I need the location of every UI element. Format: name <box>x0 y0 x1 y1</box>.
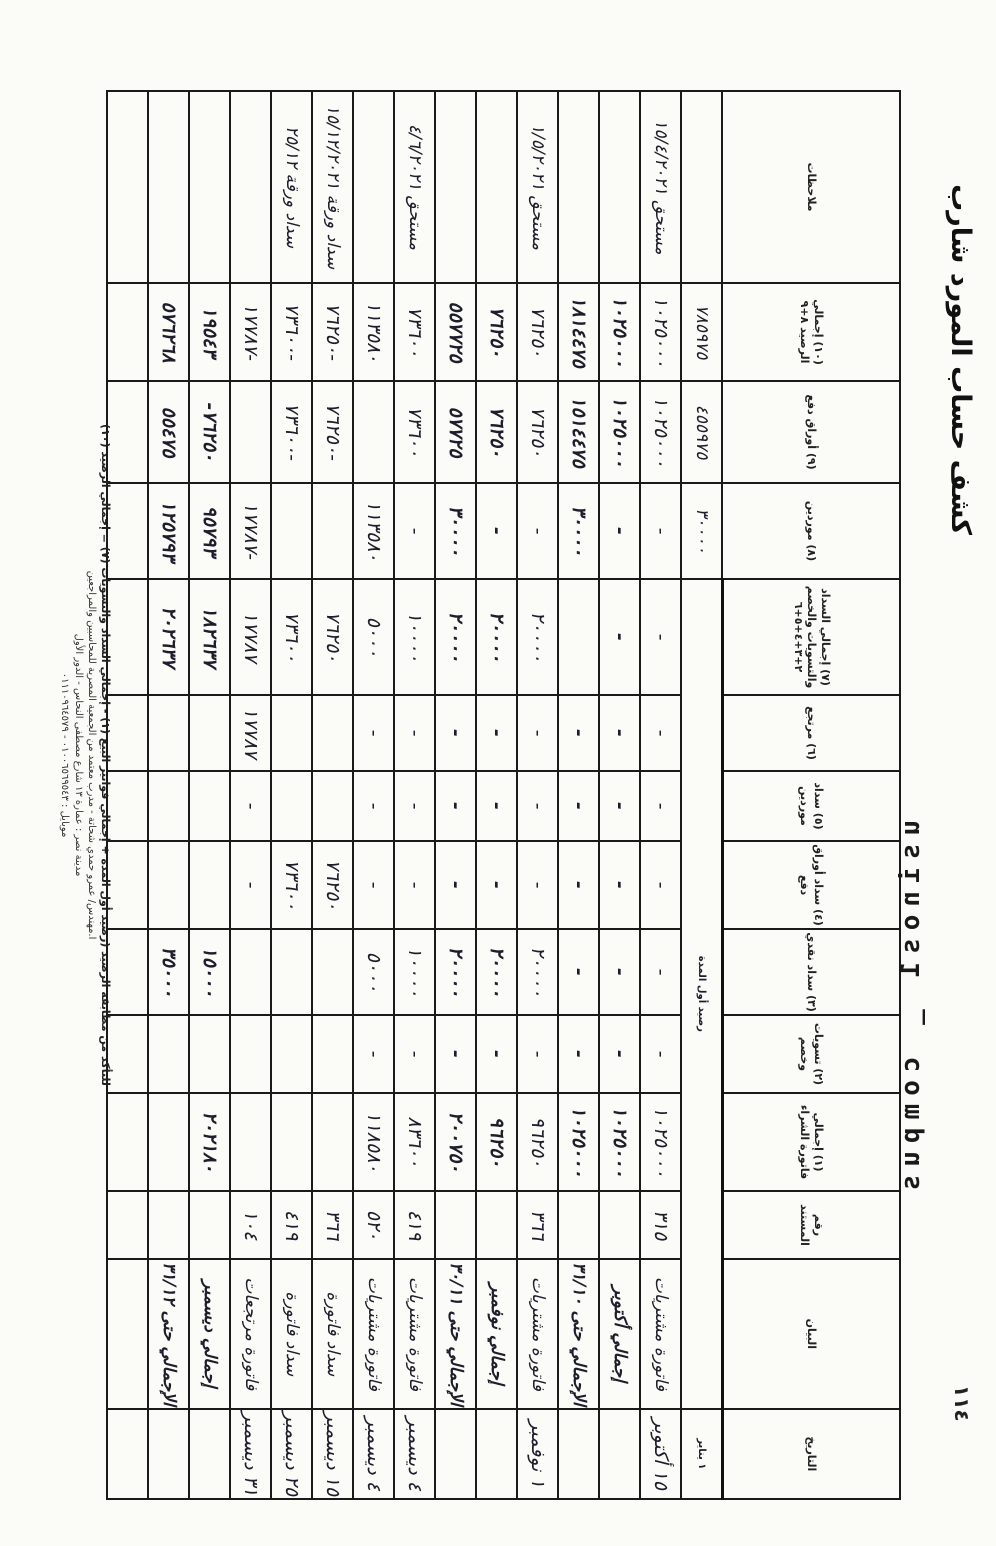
footer-address: مدينة نصر : عمارة ١٣ شارع مصطفى النحاس - الدور الأول <box>73 633 84 877</box>
adjustments-cell <box>272 1015 313 1093</box>
doc-number-cell <box>190 1191 231 1259</box>
returns-cell <box>313 695 354 771</box>
description-cell: سداد فاتورة <box>313 1259 354 1409</box>
opening-balance-row <box>682 91 723 1499</box>
returns-cell: - <box>641 695 682 771</box>
returns-cell: - <box>354 695 395 771</box>
doc-number-cell: ٤١٩ <box>395 1191 436 1259</box>
column-header: (٦) مرتجع <box>723 695 901 771</box>
empty-cell <box>108 283 149 381</box>
notes-payment-cell: - <box>231 841 272 929</box>
adjustments-cell: - <box>641 1015 682 1093</box>
notes-payment-cell <box>149 841 190 929</box>
column-header: (٨) موردين <box>723 483 901 579</box>
doc-number-cell: ٣٦٦ <box>518 1191 559 1259</box>
returns-cell: ١٧٧٨٧ <box>231 695 272 771</box>
description-cell: إجمالي نوفمبر <box>477 1259 518 1409</box>
supplier-payment-cell: - <box>436 771 477 841</box>
description-cell: فاتورة مرتجعات <box>231 1259 272 1409</box>
description-cell: الإجمالي حتى ٣١/١٢ <box>149 1259 190 1409</box>
adjustments-cell: - <box>395 1015 436 1093</box>
supplier-payment-cell <box>190 771 231 841</box>
invoice-total-cell: ٨٣٦٠٠ <box>395 1093 436 1191</box>
empty-cell <box>108 91 149 283</box>
date-cell: ١ نوفمبر <box>518 1409 559 1499</box>
adjustments-cell: - <box>600 1015 641 1093</box>
empty-cell <box>108 695 149 771</box>
total-balance-cell: ١١٣٥٨٠ <box>354 283 395 381</box>
table-row <box>354 91 395 1499</box>
returns-cell: - <box>559 695 600 771</box>
suppliers-balance-cell: - <box>600 483 641 579</box>
total-payments-cell: ١٧٧٨٧ <box>231 579 272 695</box>
notes-payable-cell <box>354 381 395 483</box>
doc-number-cell <box>559 1191 600 1259</box>
supplier-payment-cell <box>149 771 190 841</box>
cash-payment-cell: ٢٠٠٠٠ <box>436 929 477 1015</box>
date-cell: ١٥ ديسمبر <box>313 1409 354 1499</box>
remarks-cell <box>231 91 272 283</box>
suppliers-balance-cell <box>313 483 354 579</box>
notes-payable-cell: ٥٥٤٧٥ <box>149 381 190 483</box>
notes-payable-cell: ١٥١٤٤٧٥ <box>559 381 600 483</box>
notes-payment-cell: - <box>600 841 641 929</box>
adjustments-cell <box>190 1015 231 1093</box>
notes-payable-cell: -٧٦٢٥٠ <box>313 381 354 483</box>
column-header: (١) إجمالي فاتورة الشراء <box>723 1093 901 1191</box>
notes-payable-cell: ٥٧٧٢٥ <box>436 381 477 483</box>
total-payments-cell: ٢٠٠٠٠ <box>436 579 477 695</box>
description-cell: فاتورة مشتريات <box>395 1259 436 1409</box>
suppliers-balance-cell <box>272 483 313 579</box>
empty-cell <box>108 1259 149 1409</box>
returns-cell <box>190 695 231 771</box>
empty-cell <box>108 483 149 579</box>
date-cell: ١٥ أكتوبر <box>641 1409 682 1499</box>
date-cell <box>600 1409 641 1499</box>
adjustments-cell: - <box>559 1015 600 1093</box>
adjustments-cell: - <box>436 1015 477 1093</box>
invoice-total-cell: ١٠٢٥٠٠٠ <box>641 1093 682 1191</box>
description-cell: الإجمالي حتى ٣٠/١١ <box>436 1259 477 1409</box>
supplier-payment-cell: - <box>641 771 682 841</box>
supplier-payment-cell: - <box>354 771 395 841</box>
notes-payment-cell: - <box>395 841 436 929</box>
total-payments-cell: ١٨٢٦٣٧ <box>190 579 231 695</box>
doc-number-cell: ٤١٩ <box>272 1191 313 1259</box>
total-payments-cell: ٧٣٦٠٠ <box>272 579 313 695</box>
cash-payment-cell <box>231 929 272 1015</box>
empty-row <box>108 91 149 1499</box>
remarks-cell <box>477 91 518 283</box>
returns-cell: - <box>518 695 559 771</box>
table-row <box>518 91 559 1499</box>
table-row <box>395 91 436 1499</box>
supplier-payment-cell: - <box>395 771 436 841</box>
notes-payable-cell: ٧٦٢٥٠ <box>518 381 559 483</box>
total-balance-cell: ٥٧٦٢٦٨ <box>149 283 190 381</box>
invoice-total-cell: ١٠٢٥٠٠٠ <box>600 1093 641 1191</box>
remarks-cell <box>190 91 231 283</box>
remarks-cell: سداد ورقة ١٥/١٢/٢٠٢١ <box>313 91 354 283</box>
table-body <box>108 91 723 1499</box>
column-header: التاريخ <box>723 1409 901 1499</box>
opening-label: رصيد أول المدة <box>682 579 723 1409</box>
table-row <box>436 91 477 1499</box>
supplier-payment-cell: - <box>559 771 600 841</box>
date-cell <box>477 1409 518 1499</box>
empty-cell <box>108 1093 149 1191</box>
cash-payment-cell: - <box>641 929 682 1015</box>
supplier-payment-cell: - <box>518 771 559 841</box>
remarks-cell <box>436 91 477 283</box>
adjustments-cell: - <box>518 1015 559 1093</box>
cash-payment-cell <box>272 929 313 1015</box>
suppliers-balance-cell: -١٧٧٨٧ <box>231 483 272 579</box>
description-cell: فاتورة مشتريات <box>641 1259 682 1409</box>
total-payments-cell: ٢٠٠٠٠ <box>518 579 559 695</box>
date-cell <box>190 1409 231 1499</box>
total-balance-cell: ١٨١٤٤٧٥ <box>559 283 600 381</box>
notes-payment-cell: - <box>354 841 395 929</box>
column-header: ملاحظات <box>723 91 901 283</box>
cash-payment-cell: ٢٠٠٠٠ <box>518 929 559 1015</box>
column-header: (٩) أوراق دفع <box>723 381 901 483</box>
returns-cell: - <box>395 695 436 771</box>
column-header: (٢) تسويات وخصم <box>723 1015 901 1093</box>
adjustments-cell <box>313 1015 354 1093</box>
date-cell <box>559 1409 600 1499</box>
logo-stamp: usinos1 _ compus <box>896 820 926 1199</box>
cash-payment-cell <box>313 929 354 1015</box>
total-balance-cell: -١٧٧٨٧ <box>231 283 272 381</box>
suppliers-balance-cell: ١٢٥٧٩٣ <box>149 483 190 579</box>
total-payments-cell: - <box>641 579 682 695</box>
footer-author: ا.مهندس/ عمرو حمدي شحاتة - مدرب معتمد من الجمعية المصرية للمحاسبين والمراجعين <box>86 570 97 940</box>
total-payments-cell: ١٠٠٠٠ <box>395 579 436 695</box>
table-row <box>190 91 231 1499</box>
cash-payment-cell: ٢٠٠٠٠ <box>477 929 518 1015</box>
column-header: البيان <box>723 1259 901 1409</box>
cash-payment-cell: - <box>559 929 600 1015</box>
notes-payable-cell <box>231 381 272 483</box>
notes-payment-cell: ٧٦٢٥٠ <box>313 841 354 929</box>
column-header: (٣) سداد نقدي <box>723 929 901 1015</box>
adjustments-cell <box>231 1015 272 1093</box>
empty-cell <box>108 1191 149 1259</box>
invoice-total-cell: ٢٠٠٧٥٠ <box>436 1093 477 1191</box>
total-balance-cell: ١٠٢٥٠٠٠ <box>641 283 682 381</box>
description-cell: الإجمالي حتى ٣١/١٠ <box>559 1259 600 1409</box>
notes-payable-cell: ٧٣٦٠٠ <box>395 381 436 483</box>
doc-number-cell <box>436 1191 477 1259</box>
table-row <box>313 91 354 1499</box>
total-balance-cell: ٧٣٦٠٠ <box>395 283 436 381</box>
opening-notes-payable: ٤٥٥٩٧٥ <box>682 381 723 483</box>
invoice-total-cell: ١٠٢٥٠٠٠ <box>559 1093 600 1191</box>
returns-cell <box>149 695 190 771</box>
invoice-total-cell: ١١٨٥٨٠ <box>354 1093 395 1191</box>
supplier-payment-cell <box>272 771 313 841</box>
column-header: (٤) سداد أوراق دفع <box>723 841 901 929</box>
doc-number-cell: ٥٢٠ <box>354 1191 395 1259</box>
notes-payment-cell: - <box>641 841 682 929</box>
cash-payment-cell: ٥٠٠٠ <box>354 929 395 1015</box>
adjustments-cell <box>149 1015 190 1093</box>
total-balance-cell: ٧٦٢٥٠ <box>477 283 518 381</box>
total-payments-cell: ٢٠٠٠٠ <box>477 579 518 695</box>
total-payments-cell: ٥٠٠٠ <box>354 579 395 695</box>
page-title: كشف حساب المورد شارب <box>945 184 976 535</box>
cash-payment-cell: ١٥٠٠٠ <box>190 929 231 1015</box>
opening-notes <box>682 91 723 283</box>
opening-date: ١ يناير <box>682 1409 723 1499</box>
invoice-total-cell <box>313 1093 354 1191</box>
supplier-payment-cell: - <box>231 771 272 841</box>
total-balance-cell: -٧٣٦٠٠ <box>272 283 313 381</box>
date-cell <box>436 1409 477 1499</box>
total-balance-cell: ٧٦٢٥٠ <box>518 283 559 381</box>
invoice-total-cell: ٢٠٢١٨٠ <box>190 1093 231 1191</box>
suppliers-balance-cell: - <box>395 483 436 579</box>
returns-cell: - <box>600 695 641 771</box>
description-cell: فاتورة مشتريات <box>354 1259 395 1409</box>
empty-cell <box>108 579 149 695</box>
cash-payment-cell: - <box>600 929 641 1015</box>
description-cell: سداد فاتورة <box>272 1259 313 1409</box>
remarks-cell <box>559 91 600 283</box>
total-payments-cell: ٧٦٢٥٠ <box>313 579 354 695</box>
table-row <box>231 91 272 1499</box>
total-payments-cell: - <box>600 579 641 695</box>
table-row <box>272 91 313 1499</box>
notes-payment-cell: - <box>436 841 477 929</box>
date-cell <box>149 1409 190 1499</box>
footer-phone: موبايل : ٠١٠٠٦٥٦٩٥٤٣ - ٠١١١٠٩٦٤٥٧٩ <box>59 672 70 838</box>
suppliers-balance-cell: ٩٥٧٩٣ <box>190 483 231 579</box>
date-cell: ٤ ديسمبر <box>354 1409 395 1499</box>
notes-payment-cell: - <box>559 841 600 929</box>
total-balance-cell: ١٩٥٤٣ <box>190 283 231 381</box>
description-cell: إجمالي أكتوبر <box>600 1259 641 1409</box>
supplier-payment-cell: - <box>600 771 641 841</box>
table-row <box>600 91 641 1499</box>
remarks-cell: مستحق ١/٥/٢٠٢١ <box>518 91 559 283</box>
empty-cell <box>108 1409 149 1499</box>
table-row <box>641 91 682 1499</box>
suppliers-balance-cell: - <box>641 483 682 579</box>
notes-payable-cell: ٧٦٢٥٠- <box>190 381 231 483</box>
invoice-total-cell: ٩٦٢٥٠ <box>518 1093 559 1191</box>
supplier-payment-cell <box>313 771 354 841</box>
total-balance-cell: ٥٥٧٧٢٥ <box>436 283 477 381</box>
notes-payable-cell: -٧٣٦٠٠ <box>272 381 313 483</box>
notes-payment-cell: ٧٣٦٠٠ <box>272 841 313 929</box>
adjustments-cell: - <box>354 1015 395 1093</box>
remarks-cell: سداد ورقة ٢٥/١٢ <box>272 91 313 283</box>
table-header-row <box>723 91 901 1499</box>
empty-cell <box>108 929 149 1015</box>
suppliers-balance-cell: ٣٠٠٠٠ <box>436 483 477 579</box>
doc-number-cell: ٣١٥ <box>641 1191 682 1259</box>
remarks-cell: مستحق ٤/٦/٢٠٢١ <box>395 91 436 283</box>
footer-formula: للتأكد من مطابقة الرصيد (رصيد أول المدة + إجمالي فواتير البيع (١) - إجمالي السداد والتسويات (٧) = إجمالي الرصيد (١٠) <box>99 424 112 1086</box>
suppliers-balance-cell: - <box>477 483 518 579</box>
column-header: رقم المستند <box>723 1191 901 1259</box>
empty-cell <box>108 1015 149 1093</box>
cash-payment-cell: ٣٥٠٠٠ <box>149 929 190 1015</box>
opening-total-balance: ٧٨٥٩٧٥ <box>682 283 723 381</box>
total-payments-cell <box>559 579 600 695</box>
invoice-total-cell: ٩٦٢٥٠ <box>477 1093 518 1191</box>
cash-payment-cell: ١٠٠٠٠ <box>395 929 436 1015</box>
table-row <box>559 91 600 1499</box>
empty-cell <box>108 381 149 483</box>
total-balance-cell: ١٠٢٥٠٠٠ <box>600 283 641 381</box>
suppliers-balance-cell: ١١٣٥٨٠ <box>354 483 395 579</box>
adjustments-cell: - <box>477 1015 518 1093</box>
table-row <box>477 91 518 1499</box>
returns-cell: - <box>436 695 477 771</box>
doc-number-cell <box>477 1191 518 1259</box>
doc-number-cell <box>600 1191 641 1259</box>
date-cell: ٢٥ ديسمبر <box>272 1409 313 1499</box>
empty-cell <box>108 841 149 929</box>
date-cell: ٤ ديسمبر <box>395 1409 436 1499</box>
suppliers-balance-cell: ٣٠٠٠٠ <box>559 483 600 579</box>
notes-payable-cell: ٧٦٢٥٠ <box>477 381 518 483</box>
opening-suppliers: ٣٠٠٠٠ <box>682 483 723 579</box>
suppliers-balance-cell: - <box>518 483 559 579</box>
date-cell: ٣١ ديسمبر <box>231 1409 272 1499</box>
total-payments-cell: ٢٠٢٦٣٧ <box>149 579 190 695</box>
column-header: (١٠) إجمالي الرصيد ٨+٩ <box>723 283 901 381</box>
table-row <box>149 91 190 1499</box>
empty-cell <box>108 771 149 841</box>
doc-number-cell <box>149 1191 190 1259</box>
description-cell: فاتورة مشتريات <box>518 1259 559 1409</box>
invoice-total-cell <box>272 1093 313 1191</box>
doc-number-cell: ١٠٤ <box>231 1191 272 1259</box>
invoice-total-cell <box>231 1093 272 1191</box>
notes-payment-cell: - <box>477 841 518 929</box>
notes-payable-cell: ١٠٢٥٠٠٠ <box>600 381 641 483</box>
invoice-total-cell <box>149 1093 190 1191</box>
doc-number-cell: ٣٦٦ <box>313 1191 354 1259</box>
notes-payment-cell: - <box>518 841 559 929</box>
returns-cell: - <box>477 695 518 771</box>
returns-cell <box>272 695 313 771</box>
notes-payable-cell: ١٠٢٥٠٠٠ <box>641 381 682 483</box>
statement-table <box>107 90 902 1500</box>
remarks-cell <box>600 91 641 283</box>
total-balance-cell: -٧٦٢٥٠ <box>313 283 354 381</box>
page-number: ١١٤ <box>950 1385 974 1422</box>
supplier-payment-cell: - <box>477 771 518 841</box>
description-cell: إجمالي ديسمبر <box>190 1259 231 1409</box>
column-header: (٥) سداد موردين <box>723 771 901 841</box>
remarks-cell <box>149 91 190 283</box>
remarks-cell <box>354 91 395 283</box>
column-header: (٧) إجمالي السداد والتسويات والخصم ٢+٣+٤+٥+٦ <box>723 579 901 695</box>
notes-payment-cell <box>190 841 231 929</box>
remarks-cell: مستحق ١٥/٤/٢٠٢١ <box>641 91 682 283</box>
